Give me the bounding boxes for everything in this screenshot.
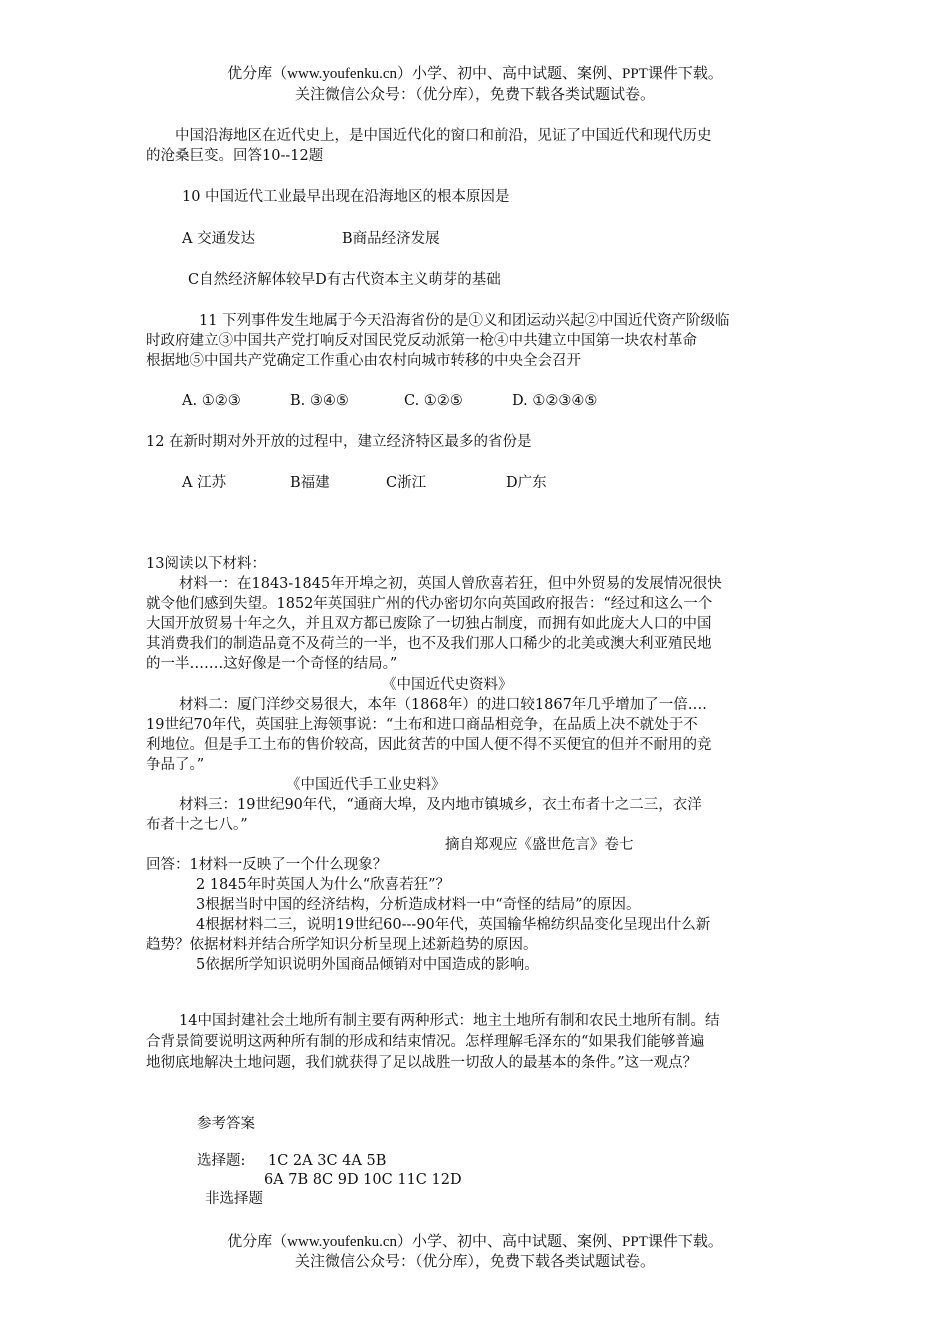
header-line-1: 优分库（www.youfenku.cn）小学、初中、高中试题、案例、PPT课件下载。 — [227, 66, 723, 82]
footer-line-2: 关注微信公众号：（优分库），免费下载各类试题试卷。 — [294, 1254, 655, 1270]
q13-material1-line-2: 就令他们感到失望。1852年英国驻广州的代办密切尔向英国政府报告：“经过和这么一个 — [146, 596, 713, 612]
q13-material3-source: 摘自郑观应《盛世危言》卷七 — [445, 837, 634, 853]
q13-material1-line-1: 材料一：在1843-1845年开埠之初，英国人曾欣喜若狂，但中外贸易的发展情况很快 — [179, 576, 722, 592]
q14-line-1: 14中国封建社会土地所有制主要有两种形式：地主土地所有制和农民土地所有制。结 — [179, 1013, 720, 1029]
q11-option-d: D. ①②③④⑤ — [512, 393, 598, 409]
q13-answer-2: 2 1845年时英国人为什么“欣喜若狂”？ — [196, 877, 451, 893]
answers-choice-label: 选择题: — [197, 1153, 246, 1169]
q13-answer-1: 回答：1材料一反映了一个什么现象？ — [146, 857, 388, 873]
q13-material3-line-2: 布者十之七八。” — [146, 817, 248, 833]
q13-material2-line-4: 争品了。” — [146, 757, 205, 773]
intro-line-2: 的沧桑巨变。回答10--12题 — [146, 148, 324, 164]
q13-material2-line-2: 19世纪70年代，英国驻上海领事说：“土布和进口商品相竞争，在品质上决不就处于不 — [146, 717, 698, 733]
footer-line-1: 优分库（www.youfenku.cn）小学、初中、高中试题、案例、PPT课件下载。 — [227, 1234, 723, 1250]
q13-title: 13阅读以下材料： — [146, 556, 266, 572]
q12-stem: 12 在新时期对外开放的过程中，建立经济特区最多的省份是 — [146, 434, 532, 450]
q13-material2-line-1: 材料二：厦门洋纱交易很大，本年（1868年）的进口较1867年几乎增加了一倍…. — [179, 697, 707, 713]
q13-material1-source: 《中国近代史资料》 — [382, 677, 513, 693]
q13-answer-3: 3根据当时中国的经济结构，分析造成材料一中“奇怪的结局”的原因。 — [196, 897, 641, 913]
q10-option-b: B商品经济发展 — [342, 231, 440, 247]
q10-option-a: A 交通发达 — [182, 231, 256, 247]
answers-row-1: 1C 2A 3C 4A 5B — [268, 1153, 387, 1169]
q14-line-3: 地彻底地解决土地问题，我们就获得了足以战胜一切敌人的最基本的条件。”这一观点？ — [146, 1055, 698, 1071]
q11-option-b: B. ③④⑤ — [290, 393, 349, 409]
answers-title: 参考答案 — [197, 1116, 255, 1132]
q13-material1-line-3: 大国开放贸易十年之久，并且双方都已废除了一切独占制度，而拥有如此庞大人口的中国 — [146, 616, 712, 632]
q11-option-c: C. ①②⑤ — [404, 393, 463, 409]
q11-line-1: 11 下列事件发生地属于今天沿海省份的是①义和团运动兴起②中国近代资产阶级临 — [199, 313, 730, 329]
q11-line-3: 根据地⑤中国共产党确定工作重心由农村向城市转移的中央全会召开 — [146, 353, 581, 369]
q12-option-b: B福建 — [290, 475, 330, 491]
q14-line-2: 合背景简要说明这两种所有制的形成和结束情况。怎样理解毛泽东的“如果我们能够普遍 — [146, 1034, 705, 1050]
q13-material2-source: 《中国近代手工业史料》 — [286, 777, 446, 793]
q13-answer-4a: 4根据材料二三，说明19世纪60---90年代，英国输华棉纺织品变化呈现出什么新 — [196, 917, 711, 933]
answers-row-2: 6A 7B 8C 9D 10C 11C 12D — [264, 1172, 462, 1188]
q13-answer-4b: 趋势？依据材料并结合所学知识分析呈现上述新趋势的原因。 — [146, 937, 538, 953]
q10-option-cd: C自然经济解体较早D有古代资本主义萌芽的基础 — [188, 272, 501, 288]
intro-line-1: 中国沿海地区在近代史上，是中国近代化的窗口和前沿，见证了中国近代和现代历史 — [175, 128, 712, 144]
q13-material1-line-5: 的一半…….这好像是一个奇怪的结局。” — [146, 656, 398, 672]
q12-option-a: A 江苏 — [182, 475, 227, 491]
q11-option-a: A. ①②③ — [182, 393, 241, 409]
header-line-2: 关注微信公众号：（优分库），免费下载各类试题试卷。 — [294, 87, 655, 103]
q12-option-c: C浙江 — [386, 475, 427, 491]
q10-stem: 10 中国近代工业最早出现在沿海地区的根本原因是 — [182, 189, 510, 205]
q11-line-2: 时政府建立③中国共产党打响反对国民党反动派第一枪④中共建立中国第一块农村革命 — [146, 333, 697, 349]
q13-answer-5: 5依据所学知识说明外国商品倾销对中国造成的影响。 — [196, 957, 539, 973]
q13-material3-line-1: 材料三：19世纪90年代，“通商大埠，及内地市镇城乡，衣土布者十之二三，衣洋 — [179, 797, 702, 813]
q13-material1-line-4: 其消费我们的制造品竟不及荷兰的一半，也不及我们那人口稀少的北美或澳大利亚殖民地 — [146, 636, 712, 652]
answers-nonchoice-label: 非选择题 — [205, 1191, 263, 1207]
q13-material2-line-3: 利地位。但是手工土布的售价较高，因此贫苦的中国人便不得不买便宜的但并不耐用的竞 — [146, 737, 712, 753]
q12-option-d: D广东 — [506, 475, 547, 491]
